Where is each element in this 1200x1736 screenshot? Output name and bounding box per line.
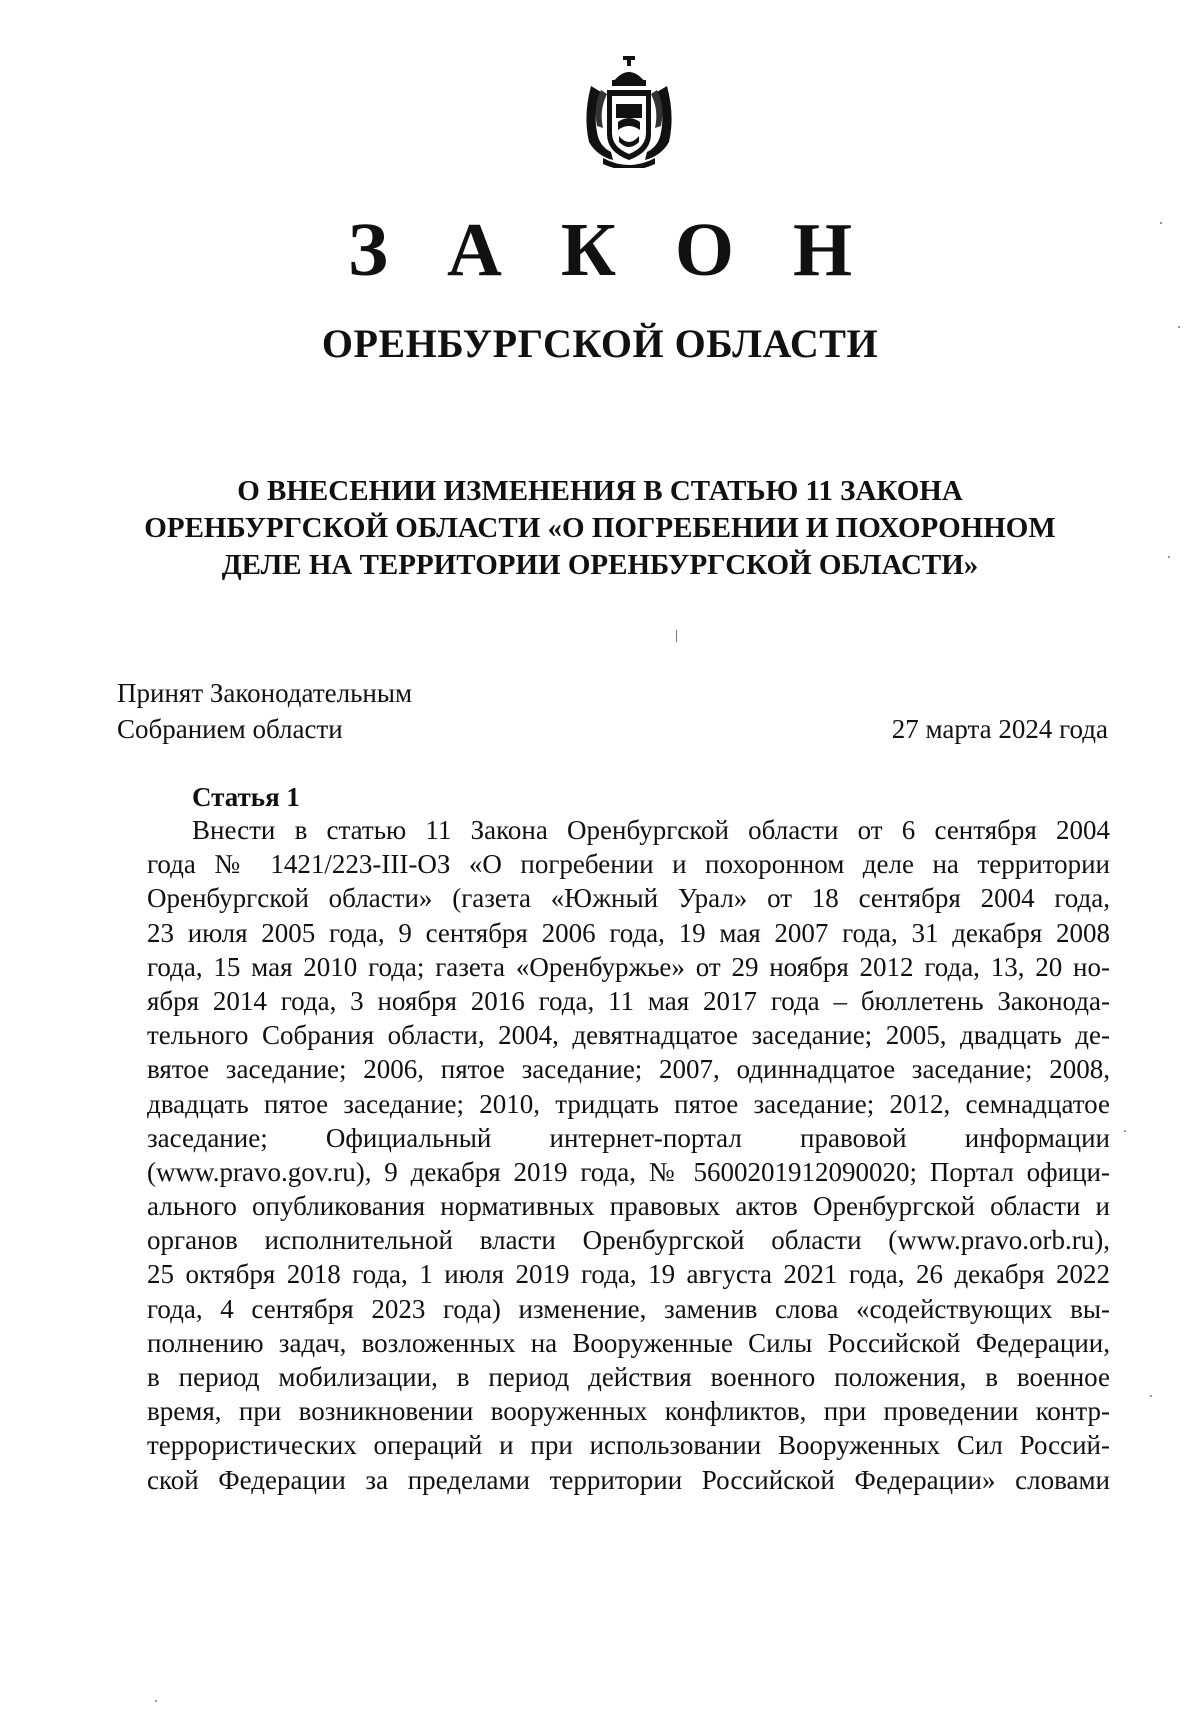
article-line: 25 октября 2018 года, 1 июля 2019 года, 19 августа 2021 года, 26 декабря 2022 — [147, 1259, 1110, 1290]
coat-of-arms-emblem-icon — [583, 56, 675, 168]
adopted-date: 27 марта 2024 года — [891, 714, 1108, 744]
article-line: года № 1421/223-III-ОЗ «О погребении и похоронном деле на территории — [147, 849, 1110, 880]
article-line: террористических операций и при использовании Вооруженных Сил Россий- — [147, 1430, 1110, 1461]
article-title: Статья 1 — [192, 782, 300, 812]
heading-line: ОРЕНБУРГСКОЙ ОБЛАСТИ «О ПОГРЕБЕНИИ И ПОХОРОННОМ — [144, 512, 1056, 544]
article-body — [147, 813, 1110, 1497]
scan-speck — [155, 1700, 157, 1702]
article-line: ской Федерации за пределами территории Российской Федерации» словами — [147, 1464, 1110, 1495]
article-line: Оренбургской области» (газета «Южный Урал» от 18 сентября 2004 года, — [147, 883, 1110, 914]
article-line: двадцать пятое заседание; 2010, тридцать пятое заседание; 2012, семнадцатое — [147, 1088, 1110, 1119]
law-title: З А К О Н — [347, 208, 873, 292]
law-heading — [120, 473, 1080, 584]
scan-speck — [1150, 1395, 1152, 1397]
adopted-line: Собранием области — [117, 714, 343, 744]
article-line: в период мобилизации, в период действия военного положения, в военное — [147, 1362, 1110, 1392]
article-line: 23 июля 2005 года, 9 сентября 2006 года, 19 мая 2007 года, 31 декабря 2008 — [147, 917, 1110, 948]
article-line: Внести в статью 11 Закона Оренбургской области от 6 сентября 2004 — [192, 815, 1110, 845]
scan-speck — [1168, 556, 1170, 558]
adopted-line: Принят Законодательным — [117, 678, 413, 708]
law-subtitle: ОРЕНБУРГСКОЙ ОБЛАСТИ — [321, 321, 879, 366]
adopted-by — [117, 675, 412, 747]
article-line: органов исполнительной власти Оренбургской области (www.pravo.orb.ru), — [147, 1225, 1110, 1256]
heading-line: О ВНЕСЕНИИ ИЗМЕНЕНИЯ В СТАТЬЮ 11 ЗАКОНА — [237, 475, 963, 507]
article-line: года, 4 сентября 2023 года) изменение, заменив слова «содействующих вы- — [147, 1293, 1110, 1324]
article-line: тельного Собрания области, 2004, девятнадцатое заседание; 2005, двадцать де- — [147, 1020, 1110, 1051]
scan-speck — [1178, 326, 1180, 328]
article-line: ального опубликования нормативных правовых актов Оренбургской области и — [147, 1191, 1110, 1222]
article-line: года, 15 мая 2010 года; газета «Оренбуржье» от 29 ноября 2012 года, 13, 20 но- — [147, 951, 1110, 982]
article-line: вятое заседание; 2006, пятое заседание; 2007, одиннадцатое заседание; 2008, — [147, 1054, 1110, 1085]
scan-speck — [1124, 1130, 1126, 1132]
article-line: полнению задач, возложенных на Вооруженные Силы Российской Федерации, — [147, 1327, 1110, 1358]
scan-speck — [676, 630, 677, 642]
article-line: (www.pravo.gov.ru), 9 декабря 2019 года, № 5600201912090020; Портал офици- — [147, 1156, 1110, 1187]
article-line: время, при возникновении вооруженных конфликтов, при проведении контр- — [147, 1396, 1110, 1427]
article-line: ября 2014 года, 3 ноября 2016 года, 11 мая 2017 года – бюллетень Законода- — [147, 985, 1110, 1016]
article-line: заседание; Официальный интернет-портал правовой информации — [147, 1122, 1110, 1153]
heading-line: ДЕЛЕ НА ТЕРРИТОРИИ ОРЕНБУРГСКОЙ ОБЛАСТИ» — [221, 549, 979, 581]
scan-speck — [1160, 222, 1162, 224]
